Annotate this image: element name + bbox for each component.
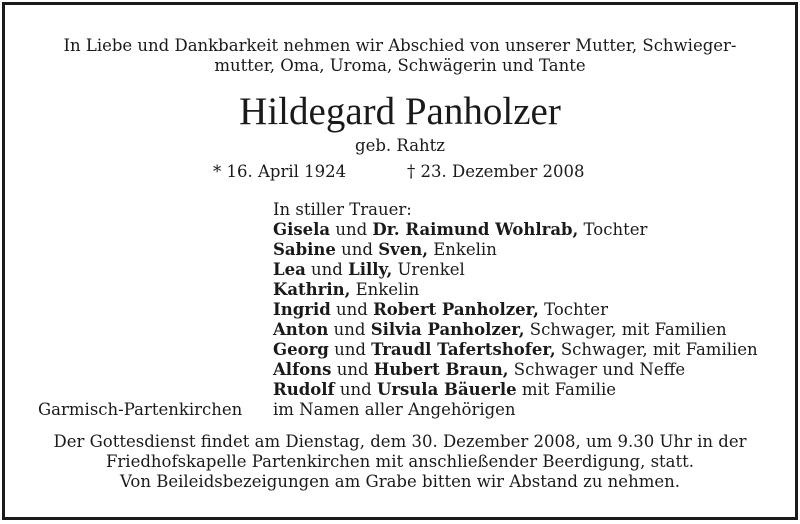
mourner-joiner: und — [330, 220, 373, 239]
mourner-first: Alfons — [273, 360, 332, 379]
mourner-first: Ingrid — [273, 300, 331, 319]
mourner-relation: Urenkel — [392, 260, 465, 279]
mourner-row — [273, 380, 758, 400]
mourners-closing-line: im Namen aller Angehörigen — [273, 400, 516, 419]
mourner-first: Georg — [273, 340, 329, 359]
mourner-row — [273, 280, 758, 300]
intro-line-2: mutter, Oma, Uroma, Schwägerin und Tante — [214, 56, 586, 75]
mourners-heading: In stiller Trauer: — [273, 200, 412, 219]
mourner-joiner: und — [328, 340, 372, 359]
maiden-name: geb. Rahtz — [355, 136, 445, 155]
mourners-list — [273, 200, 758, 420]
mourner-joiner: und — [305, 260, 349, 279]
service-line-1: Der Gottesdienst findet am Dienstag, dem 30. Dezember 2008, um 9.30 Uhr in der — [53, 432, 747, 451]
mourner-first: Rudolf — [273, 380, 335, 399]
mourner-second: Traudl Tafertshofer, — [371, 340, 556, 359]
obituary-notice — [2, 2, 798, 520]
mourner-first: Kathrin, — [273, 280, 351, 299]
mourner-row — [273, 220, 758, 240]
mourner-row — [273, 320, 758, 340]
mourner-relation: mit Familie — [516, 380, 617, 399]
mourner-relation: Schwager, mit Familien — [555, 340, 758, 359]
mourner-second: Robert Panholzer, — [373, 300, 539, 319]
place-name: Garmisch-Partenkirchen — [38, 400, 243, 419]
mourner-joiner: und — [331, 360, 374, 379]
mourner-relation: Schwager und Neffe — [508, 360, 686, 379]
mourner-row — [273, 360, 758, 380]
mourner-relation: Tochter — [578, 220, 648, 239]
service-line-3: Von Beileidsbezeigungen am Grabe bitten wir Abstand zu nehmen. — [120, 472, 680, 491]
death-date: † 23. Dezember 2008 — [407, 162, 585, 181]
mourner-row — [273, 340, 758, 360]
mourner-joiner: und — [330, 300, 374, 319]
mourner-second: Dr. Raimund Wohlrab, — [372, 220, 579, 239]
mourner-second: Silvia Panholzer, — [370, 320, 525, 339]
mourner-row — [273, 300, 758, 320]
birth-date: * 16. April 1924 — [213, 162, 347, 181]
intro-line-1: In Liebe und Dankbarkeit nehmen wir Abschied von unserer Mutter, Schwieger- — [63, 36, 737, 55]
mourner-joiner: und — [335, 240, 379, 259]
mourner-relation: Enkelin — [427, 240, 497, 259]
mourner-joiner: und — [334, 380, 377, 399]
mourner-second: Ursula Bäuerle — [376, 380, 517, 399]
mourner-first: Anton — [273, 320, 329, 339]
mourner-relation: Schwager, mit Familien — [524, 320, 727, 339]
mourner-second: Sven, — [378, 240, 428, 259]
mourner-relation: Enkelin — [350, 280, 420, 299]
intro-text — [5, 36, 795, 76]
mourner-second: Lilly, — [348, 260, 393, 279]
mourner-joiner: und — [328, 320, 371, 339]
service-line-2: Friedhofskapelle Partenkirchen mit anschließender Beerdigung, statt. — [105, 452, 695, 471]
mourner-second: Hubert Braun, — [373, 360, 509, 379]
mourner-first: Sabine — [273, 240, 336, 259]
deceased-name: Hildegard Panholzer — [239, 90, 561, 133]
mourner-first: Gisela — [273, 220, 331, 239]
mourner-first: Lea — [273, 260, 306, 279]
mourner-row — [273, 260, 758, 280]
mourner-row — [273, 240, 758, 260]
service-info — [5, 432, 795, 492]
mourner-relation: Tochter — [538, 300, 608, 319]
